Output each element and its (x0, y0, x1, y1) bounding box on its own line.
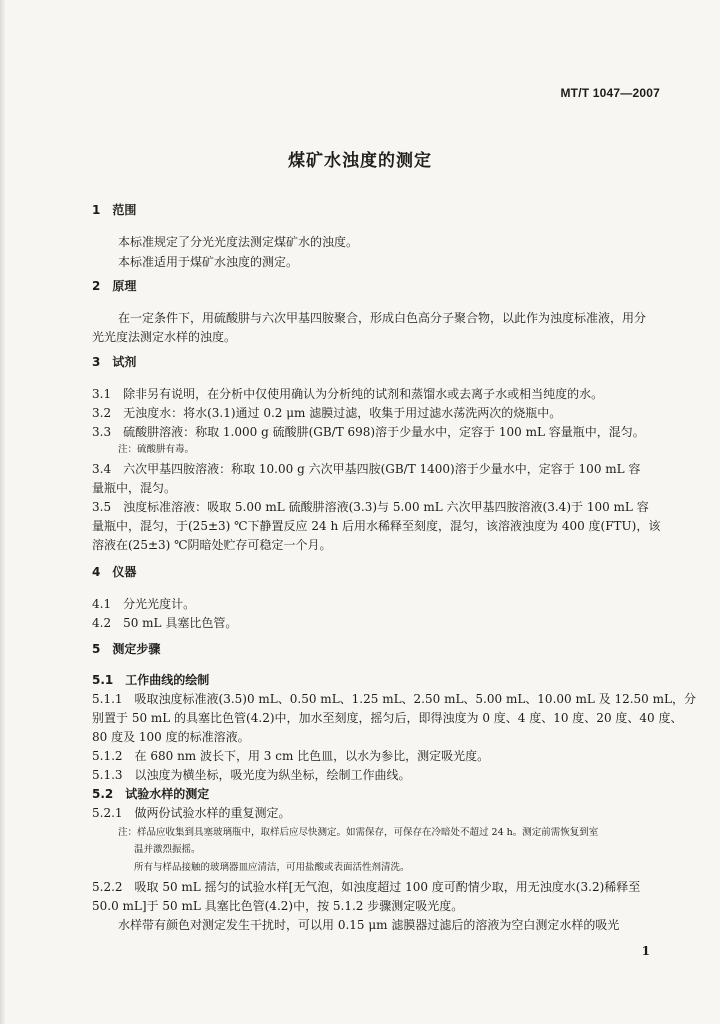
clause-line: 80 度及 100 度的标准溶液。 (92, 730, 250, 744)
clause-line: 3.5 浊度标准溶液：吸取 5.00 mL 硫酸肼溶液(3.3)与 5.00 mL 六次甲基四胺溶液(3.4)于 100 mL 容 (92, 500, 649, 514)
subsection-heading: 5.2 试验水样的测定 (92, 787, 210, 801)
standard-number: MT/T 1047—2007 (560, 86, 660, 100)
note-line: 注：硫酸肼有毒。 (118, 444, 195, 455)
clause-line: 3.4 六次甲基四胺溶液：称取 10.00 g 六次甲基四胺(GB/T 1400)溶于少量水中，定容于 100 mL 容 (92, 462, 641, 476)
clause-line: 5.1.1 吸取浊度标准液(3.5)0 mL、0.50 mL、1.25 mL、2.50 mL、5.00 mL、10.00 mL 及 12.50 mL，分 (92, 692, 696, 706)
clause-line: 量瓶中，混匀。 (92, 481, 177, 495)
clause-line: 4.1 分光光度计。 (92, 597, 196, 611)
clause-line: 3.2 无浊度水：将水(3.1)通过 0.2 μm 滤膜过滤，收集于用过滤水荡洗两次的烧瓶中。 (92, 406, 562, 420)
section-heading: 4 仪器 (92, 565, 137, 579)
section-heading: 2 原理 (92, 279, 137, 293)
clause-line: 5.1.3 以浊度为横坐标，吸光度为纵坐标，绘制工作曲线。 (92, 768, 411, 782)
subsection-heading: 5.1 工作曲线的绘制 (92, 673, 210, 687)
page-number: 1 (641, 944, 650, 958)
note-line: 温并激烈振摇。 (134, 844, 201, 855)
note-line: 注：样品应收集到具塞玻璃瓶中，取样后应尽快测定。如需保存，可保存在冷暗处不超过 24 h。测定前需恢复到室 (118, 827, 599, 838)
section-heading: 3 试剂 (92, 355, 137, 369)
note-line: 所有与样品接触的玻璃器皿应清洁，可用盐酸或表面活性剂清洗。 (134, 862, 410, 873)
clause-line: 4.2 50 mL 具塞比色管。 (92, 616, 238, 630)
clause-line: 溶液在(25±3) ℃阴暗处贮存可稳定一个月。 (92, 538, 332, 552)
clause-line: 3.1 除非另有说明，在分析中仅使用确认为分析纯的试剂和蒸馏水或去离子水或相当纯度的水。 (92, 387, 604, 401)
clause-line: 50.0 mL]于 50 mL 具塞比色管(4.2)中，按 5.1.2 步骤测定吸光度。 (92, 899, 464, 913)
paragraph-line: 水样带有颜色对测定发生干扰时，可以用 0.15 μm 滤膜器过滤后的溶液为空白测定水样的吸光 (118, 918, 620, 932)
document-title: 煤矿水浊度的测定 (288, 151, 432, 171)
clause-line: 5.1.2 在 680 nm 波长下，用 3 cm 比色皿，以水为参比，测定吸光度。 (92, 749, 490, 763)
clause-line: 量瓶中，混匀，于(25±3) ℃下静置反应 24 h 后用水稀释至刻度，混匀，该溶液浊度为 400 度(FTU)，该 (92, 519, 661, 533)
clause-line: 别置于 50 mL 的具塞比色管(4.2)中，加水至刻度，摇匀后，即得浊度为 0 度、4 度、10 度、20 度、40 度、 (92, 711, 683, 725)
paragraph-line: 在一定条件下，用硫酸肼与六次甲基四胺聚合，形成白色高分子聚合物，以此作为浊度标准液，用分 (118, 311, 647, 325)
section-heading: 1 范围 (92, 203, 137, 217)
clause-line: 3.3 硫酸肼溶液：称取 1.000 g 硫酸肼(GB/T 698)溶于少量水中，定容于 100 mL 容量瓶中，混匀。 (92, 425, 645, 439)
clause-line: 5.2.1 做两份试验水样的重复测定。 (92, 806, 291, 820)
paragraph-line: 本标准适用于煤矿水浊度的测定。 (118, 255, 299, 269)
clause-line: 5.2.2 吸取 50 mL 摇匀的试验水样[无气泡，如浊度超过 100 度可酌情少取，用无浊度水(3.2)稀释至 (92, 880, 641, 894)
paragraph-line: 光光度法测定水样的浊度。 (92, 330, 237, 344)
paragraph-line: 本标准规定了分光光度法测定煤矿水的浊度。 (118, 235, 359, 249)
section-heading: 5 测定步骤 (92, 642, 161, 656)
